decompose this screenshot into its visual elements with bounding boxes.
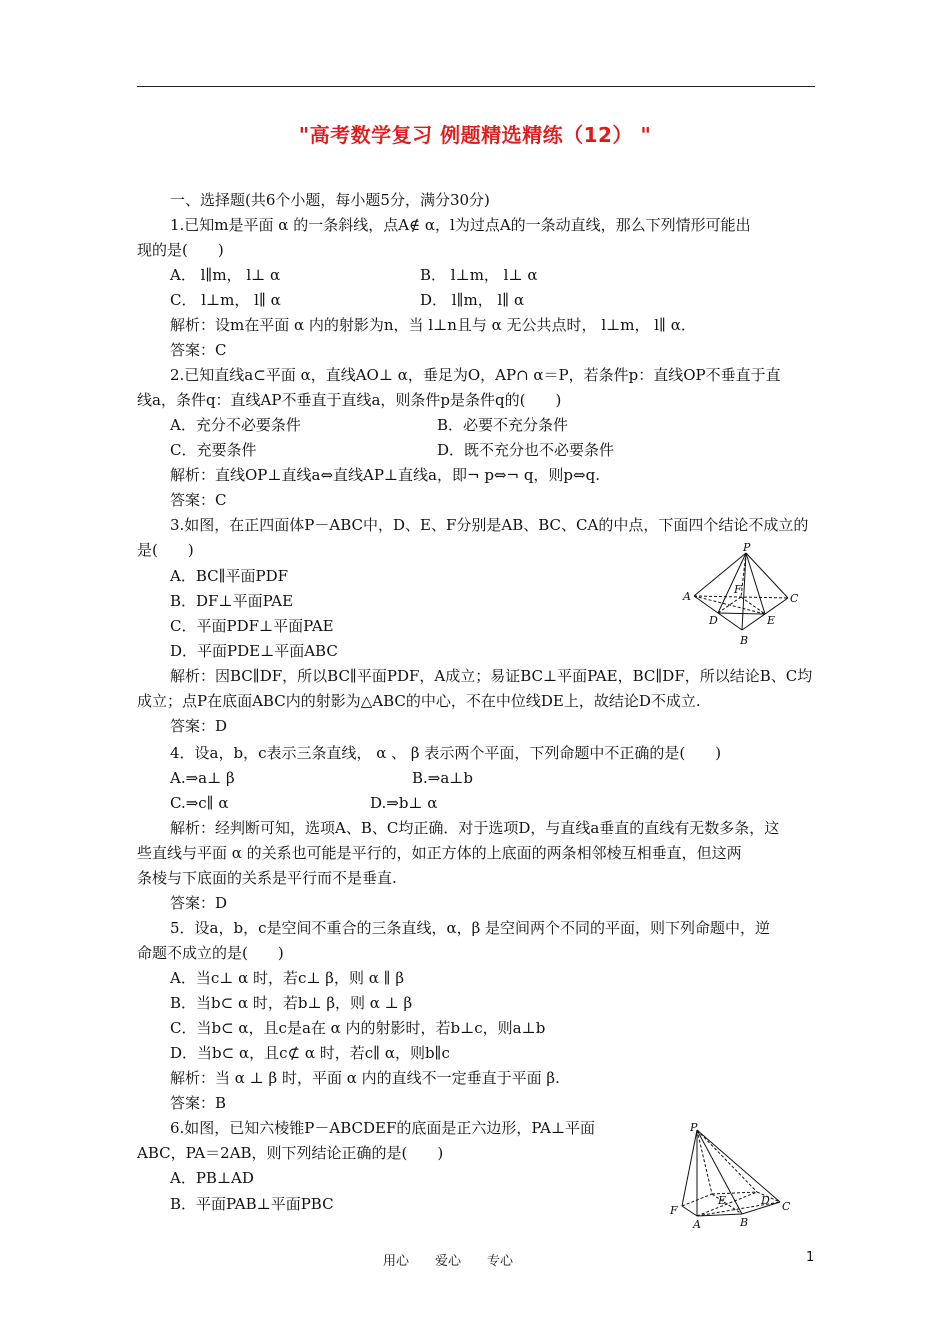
q2-text: 2.已知直线a⊂平面 α，直线AO⊥ α，垂足为O，AP∩ α＝P，若条件p：直线OP不垂直于直 bbox=[170, 366, 781, 384]
q3-option-d: D．平面PDE⊥平面ABC bbox=[170, 642, 338, 660]
hexa-label-b: B bbox=[740, 1216, 749, 1229]
q5-option-c: C．当b⊂ α，且c是a在 α 内的射影时，若b⊥c，则a⊥b bbox=[170, 1019, 546, 1037]
tetra-label-f: F bbox=[734, 583, 742, 596]
header-rule bbox=[137, 86, 815, 87]
q1-text: 1.已知m是平面 α 的一条斜线，点A∉ α，l为过点A的一条动直线，那么下列情形可能出 bbox=[170, 216, 751, 234]
tetra-label-b: B bbox=[740, 634, 749, 647]
q2-answer: 答案：C bbox=[170, 491, 227, 509]
q3-option-b: B．DF⊥平面PAE bbox=[170, 592, 294, 610]
tetra-label-e: E bbox=[767, 614, 776, 627]
q6-text-cont: ABC，PA＝2AB，则下列结论正确的是( ) bbox=[137, 1144, 444, 1162]
q6-option-b: B．平面PAB⊥平面PBC bbox=[170, 1195, 334, 1213]
q3-solution-cont: 成立；点P在底面ABC内的射影为△ABC的中心，不在中位线DE上，故结论D不成立. bbox=[137, 692, 701, 710]
footer-text: 用心 爱心 专心 bbox=[383, 1254, 514, 1269]
tetra-label-d: D bbox=[709, 614, 718, 627]
q1-answer: 答案：C bbox=[170, 341, 227, 359]
q2-option-d: D．既不充分也不必要条件 bbox=[437, 441, 615, 459]
q3-option-c: C．平面PDF⊥平面PAE bbox=[170, 617, 334, 635]
hexagonal-pyramid-figure bbox=[664, 1118, 804, 1234]
q3-text-cont: 是( ) bbox=[137, 541, 194, 559]
q5-answer: 答案：B bbox=[170, 1094, 227, 1112]
tetra-label-a: A bbox=[683, 590, 691, 603]
q4-solution: 解析：经判断可知，选项A、B、C均正确．对于选项D，与直线a垂直的直线有无数多条，这 bbox=[170, 819, 780, 837]
q3-option-a: A．BC∥平面PDF bbox=[170, 567, 289, 585]
q3-text: 3.如图，在正四面体P－ABC中，D、E、F分别是AB、BC、CA的中点，下面四个结论不成立的 bbox=[170, 516, 809, 534]
q4-answer: 答案：D bbox=[170, 894, 228, 912]
q4-solution-cont2: 条棱与下底面的关系是平行而不是垂直. bbox=[137, 869, 397, 887]
q5-text: 5．设a，b，c是空间不重合的三条直线，α，β 是空间两个不同的平面，则下列命题中，逆 bbox=[170, 919, 771, 937]
q1-option-d: D． l∥m， l∥ α bbox=[420, 291, 525, 309]
tetra-label-p: P bbox=[743, 541, 751, 554]
q5-solution: 解析：当 α ⊥ β 时，平面 α 内的直线不一定垂直于平面 β. bbox=[170, 1069, 560, 1087]
q2-option-b: B．必要不充分条件 bbox=[437, 416, 569, 434]
q1-solution: 解析：设m在平面 α 内的射影为n，当 l⊥n且与 α 无公共点时， l⊥m， l∥ α． bbox=[170, 316, 696, 334]
q2-option-a: A．充分不必要条件 bbox=[170, 416, 301, 434]
tetra-label-c: C bbox=[790, 592, 799, 605]
q4-option-b: B.⇒a⊥b bbox=[412, 769, 474, 787]
q2-option-c: C．充要条件 bbox=[170, 441, 257, 459]
page-number: 1 bbox=[806, 1250, 815, 1265]
hexa-label-d: D bbox=[761, 1194, 770, 1207]
section-heading: 一、选择题(共6个小题，每小题5分，满分30分) bbox=[170, 191, 490, 209]
tetrahedron-figure bbox=[680, 540, 800, 650]
q4-solution-cont1: 些直线与平面 α 的关系也可能是平行的，如正方体的上底面的两条相邻棱互相垂直，但这两 bbox=[137, 844, 742, 862]
q5-option-b: B．当b⊂ α 时，若b⊥ β，则 α ⊥ β bbox=[170, 994, 413, 1012]
q3-solution: 解析：因BC∥DF，所以BC∥平面PDF，A成立；易证BC⊥平面PAE，BC∥DF，所以结论B、C均 bbox=[170, 667, 813, 685]
q2-text-cont: 线a，条件q：直线AP不垂直于直线a，则条件p是条件q的( ) bbox=[137, 391, 562, 409]
q4-option-c: C.⇒c∥ α bbox=[170, 794, 229, 812]
hexa-label-p: P bbox=[690, 1121, 698, 1134]
q6-option-a: A．PB⊥AD bbox=[170, 1169, 254, 1187]
q1-option-a: A． l∥m， l⊥ α bbox=[170, 266, 281, 284]
q2-solution: 解析：直线OP⊥直线a⇔直线AP⊥直线a，即¬ p⇔¬ q，则p⇔q. bbox=[170, 466, 600, 484]
q4-option-a: A.⇒a⊥ β bbox=[170, 769, 235, 787]
q6-text: 6.如图，已知六棱锥P－ABCDEF的底面是正六边形，PA⊥平面 bbox=[170, 1119, 596, 1137]
q3-answer: 答案：D bbox=[170, 717, 228, 735]
q1-option-b: B． l⊥m， l⊥ α bbox=[420, 266, 538, 284]
page-title: "高考数学复习 例题精选精练（12） " bbox=[298, 123, 652, 147]
q1-option-c: C． l⊥m， l∥ α bbox=[170, 291, 281, 309]
q4-text: 4．设a，b，c表示三条直线， α 、 β 表示两个平面，下列命题中不正确的是( ) bbox=[170, 744, 722, 762]
q5-text-cont: 命题不成立的是( ) bbox=[137, 944, 284, 962]
hexa-label-f: F bbox=[670, 1204, 678, 1217]
q5-option-a: A．当c⊥ α 时，若c⊥ β，则 α ∥ β bbox=[170, 969, 404, 987]
hexa-label-e: E bbox=[718, 1194, 727, 1207]
q5-option-d: D．当b⊂ α，且c⊄ α 时，若c∥ α，则b∥c bbox=[170, 1044, 450, 1062]
q4-option-d: D.⇒b⊥ α bbox=[370, 794, 438, 812]
hexa-label-a: A bbox=[693, 1218, 701, 1231]
hexa-label-c: C bbox=[782, 1200, 791, 1213]
q1-text-cont: 现的是( ) bbox=[137, 241, 224, 259]
